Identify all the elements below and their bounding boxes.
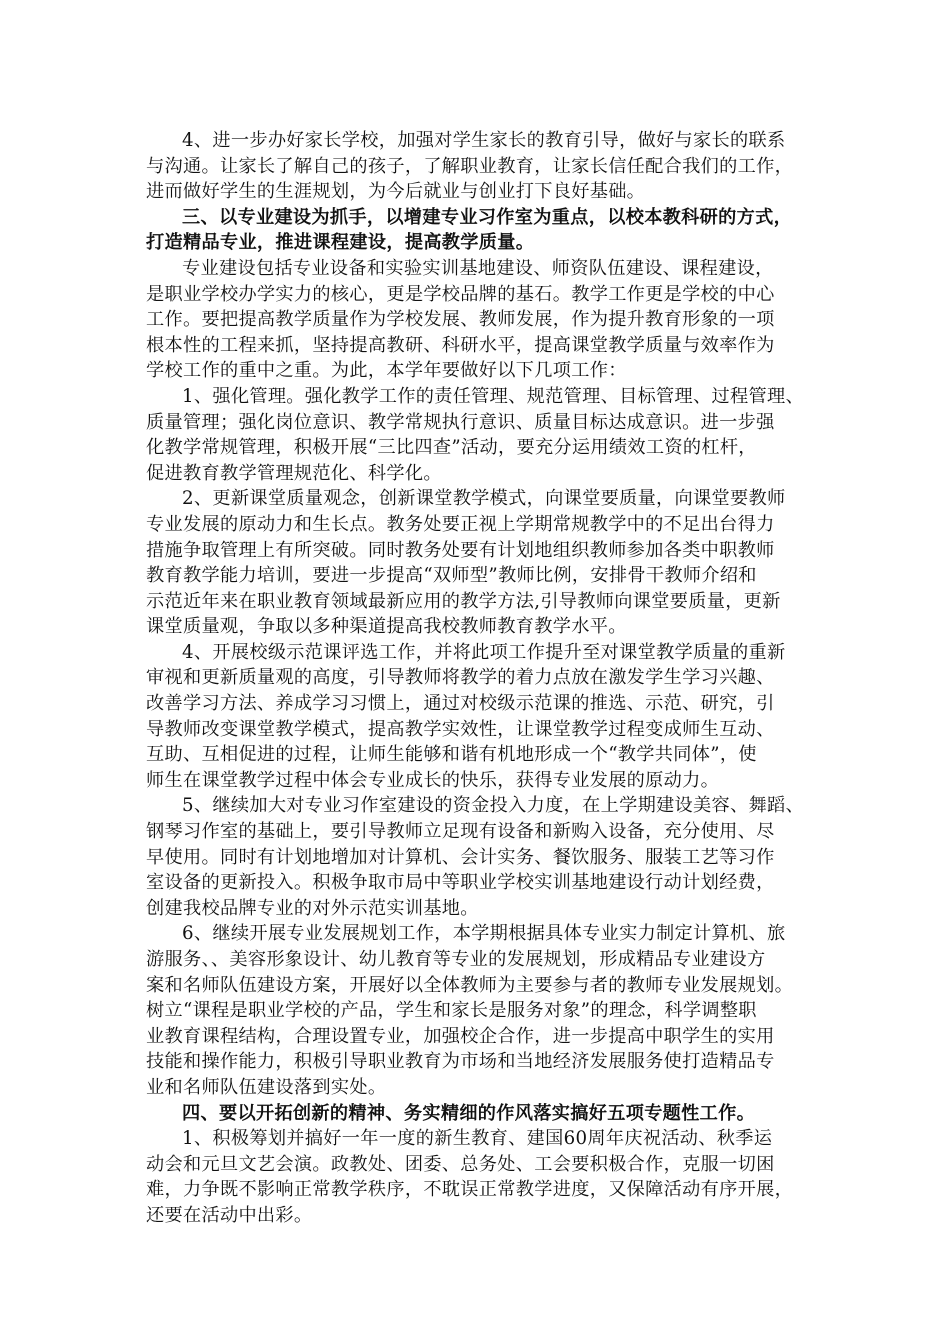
paragraph-item-classroom: [146, 486, 811, 640]
heading-line: 四、要以开拓创新的精神、务实精细的作风落实搞好五项专题性工作。: [182, 1102, 756, 1124]
text-line: 工作。要把提高教学质量作为学校发展、教师发展，作为提升教育形象的一项: [146, 309, 775, 331]
text-line: 创建我校品牌专业的对外示范实训基地。: [146, 897, 479, 919]
text-line: 4、开展校级示范课评选工作，并将此项工作提升至对课堂教学质量的重新: [182, 641, 786, 663]
paragraph-item-management: [146, 384, 811, 486]
text-line: 难，力争既不影响正常教学秩序，不耽误正常教学进度，又保障活动有序开展，: [146, 1179, 794, 1201]
text-line: 业教育课程结构，合理设置专业，加强校企合作，进一步提高中职学生的实用: [146, 1025, 775, 1047]
text-line: 教育教学能力培训，要进一步提高“双师型”教师比例，安排骨干教师介绍和: [146, 565, 757, 587]
paragraph-item-workshop: [146, 793, 811, 921]
section-heading-4: [146, 1101, 811, 1127]
text-line: 1、强化管理。强化教学工作的责任管理、规范管理、目标管理、过程管理、: [182, 385, 804, 407]
heading-line: 三、以专业建设为抓手，以增建专业习作室为重点，以校本教科研的方式，: [182, 206, 793, 228]
text-line: 业和名师队伍建设落到实处。: [146, 1076, 387, 1098]
paragraph-item-demo-class: [146, 640, 811, 794]
heading-line: 打造精品专业，推进课程建设，提高教学质量。: [146, 232, 535, 254]
text-line: 互助、互相促进的过程，让师生能够和谐有机地形成一个“教学共同体”，使: [146, 744, 757, 766]
text-line: 促进教育教学管理规范化、科学化。: [146, 462, 442, 484]
text-line: 室设备的更新投入。积极争取市局中等职业学校实训基地建设行动计划经费，: [146, 872, 775, 894]
text-line: 措施争取管理上有所突破。同时教务处要有计划地组织教师参加各类中职教师: [146, 539, 775, 561]
document-page: [146, 128, 811, 1229]
paragraph-parent-school: [146, 128, 811, 205]
text-line: 早使用。同时有计划地增加对计算机、会计实务、餐饮服务、服装工艺等习作: [146, 846, 775, 868]
text-line: 课堂质量观，争取以多种渠道提高我校教师教育教学水平。: [146, 616, 627, 638]
paragraph-item-events: [146, 1126, 811, 1228]
text-line: 师生在课堂教学过程中体会专业成长的快乐，获得专业发展的原动力。: [146, 769, 720, 791]
text-line: 钢琴习作室的基础上，要引导教师立足现有设备和新购入设备，充分使用、尽: [146, 821, 775, 843]
paragraph-specialty-intro: [146, 256, 811, 384]
section-heading-3: [146, 205, 811, 256]
text-line: 专业建设包括专业设备和实验实训基地建设、师资队伍建设、课程建设，: [182, 257, 774, 279]
text-line: 游服务、、美容形象设计、幼儿教育等专业的发展规划，形成精品专业建设方: [146, 949, 766, 970]
text-line: 技能和操作能力，积极引导职业教育为市场和当地经济发展服务使打造精品专: [146, 1051, 775, 1073]
text-line: 2、更新课堂质量观念，创新课堂教学模式，向课堂要质量，向课堂要教师: [182, 488, 786, 510]
text-line: 改善学习方法、养成学习习惯上，通过对校级示范课的推选、示范、研究，引: [146, 693, 775, 715]
text-line: 树立“课程是职业学校的产品，学生和家长是服务对象”的理念，科学调整职: [146, 1000, 757, 1022]
text-line: 是职业学校办学实力的核心，更是学校品牌的基石。教学工作更是学校的中心: [146, 283, 775, 305]
paragraph-item-planning: [146, 921, 811, 1100]
text-line: 学校工作的重中之重。为此，本学年要做好以下几项工作：: [146, 360, 627, 382]
text-line: 示范近年来在职业教育领域最新应用的教学方法,引导教师向课堂要质量，更新: [146, 590, 781, 612]
text-line: 导教师改变课堂教学模式，提高教学实效性，让课堂教学过程变成师生互动、: [146, 718, 775, 740]
text-line: 还要在活动中出彩。: [146, 1204, 313, 1226]
text-line: 1、积极筹划并搞好一年一度的新生教育、建国60周年庆祝活动、秋季运: [182, 1128, 773, 1150]
text-line: 根本性的工程来抓，坚持提高教研、科研水平，提高课堂教学质量与效率作为: [146, 334, 775, 356]
text-line: 4、进一步办好家长学校，加强对学生家长的教育引导，做好与家长的联系: [182, 130, 786, 151]
text-line: 与沟通。让家长了解自己的孩子，了解职业教育，让家长信任配合我们的工作，: [146, 155, 794, 177]
text-line: 进而做好学生的生涯规划，为今后就业与创业打下良好基础。: [146, 181, 646, 203]
text-line: 5、继续加大对专业习作室建设的资金投入力度，在上学期建设美容、舞蹈、: [182, 795, 804, 817]
text-line: 化教学常规管理，积极开展“三比四查”活动，要充分运用绩效工资的杠杆，: [146, 437, 757, 459]
text-line: 专业发展的原动力和生长点。教务处要正视上学期常规教学中的不足出台得力: [146, 513, 775, 535]
text-line: 质量管理；强化岗位意识、教学常规执行意识、质量目标达成意识。进一步强: [146, 411, 775, 433]
text-line: 审视和更新质量观的高度，引导教师将教学的着力点放在激发学生学习兴趣、: [146, 667, 775, 689]
text-line: 6、继续开展专业发展规划工作，本学期根据具体专业实力制定计算机、旅: [182, 923, 786, 945]
text-line: 动会和元旦文艺会演。政教处、团委、总务处、工会要积极合作，克服一切困: [146, 1153, 775, 1175]
text-line: 案和名师队伍建设方案，开展好以全体教师为主要参与者的教师专业发展规划。: [146, 974, 794, 996]
